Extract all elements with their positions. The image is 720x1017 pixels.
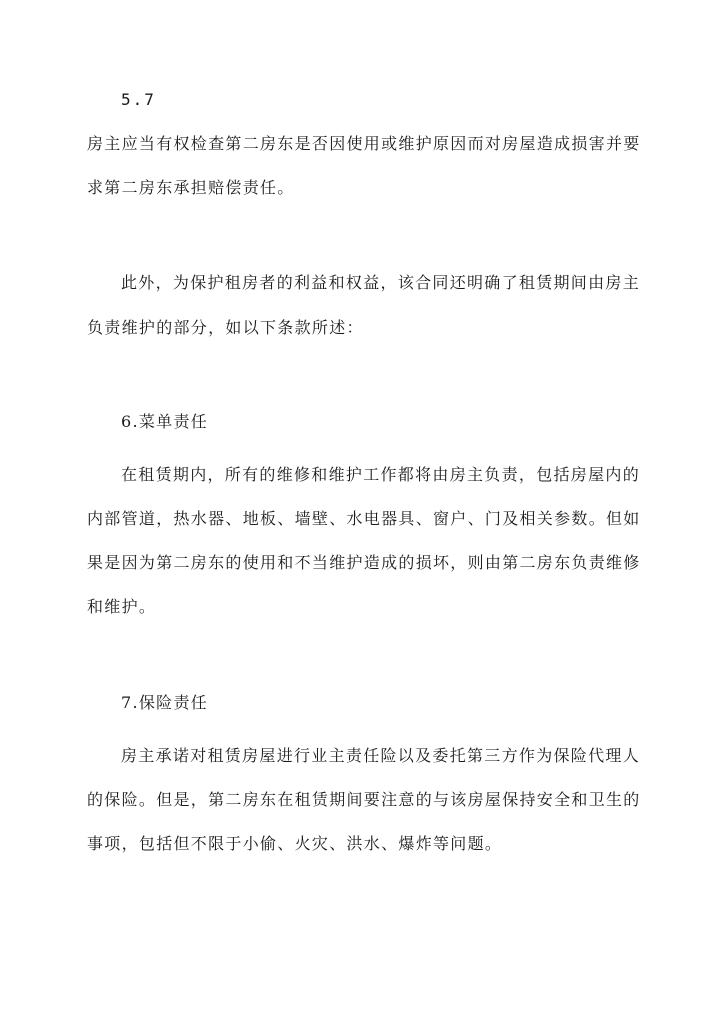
clause-6-line-1: 在租赁期内，所有的维修和维护工作都将由房主负责，包括房屋内的 bbox=[121, 465, 641, 484]
clause-6-line-2: 内部管道，热水器、地板、墙壁、水电器具、窗户、门及相关参数。但如 bbox=[87, 509, 641, 528]
clause-6-line-3: 果是因为第二房东的使用和不当维护造成的损坏，则由第二房东负责维修 bbox=[87, 553, 641, 572]
clause-6-line-4: 和维护。 bbox=[87, 597, 157, 616]
clause-6-heading: 6.菜单责任 bbox=[121, 412, 209, 431]
intro-line-2: 负责维护的部分，如以下条款所述： bbox=[87, 318, 364, 337]
clause-7-heading: 7.保险责任 bbox=[121, 693, 209, 712]
clause-7-line-2: 的保险。但是，第二房东在租赁期间要注意的与该房屋保持安全和卫生的 bbox=[87, 790, 641, 809]
intro-line-1: 此外，为保护租房者的利益和权益，该合同还明确了租赁期间由房主 bbox=[121, 273, 641, 292]
clause-7-line-1: 房主承诺对租赁房屋进行业主责任险以及委托第三方作为保险代理人 bbox=[121, 746, 641, 765]
clause-5-7-line-1: 房主应当有权检查第二房东是否因使用或维护原因而对房屋造成损害并要 bbox=[87, 134, 641, 153]
clause-5-7-heading: 5.7 bbox=[121, 90, 156, 109]
clause-5-7-line-2: 求第二房东承担赔偿责任。 bbox=[87, 178, 295, 197]
clause-7-line-3: 事项，包括但不限于小偷、火灾、洪水、爆炸等问题。 bbox=[87, 834, 503, 853]
